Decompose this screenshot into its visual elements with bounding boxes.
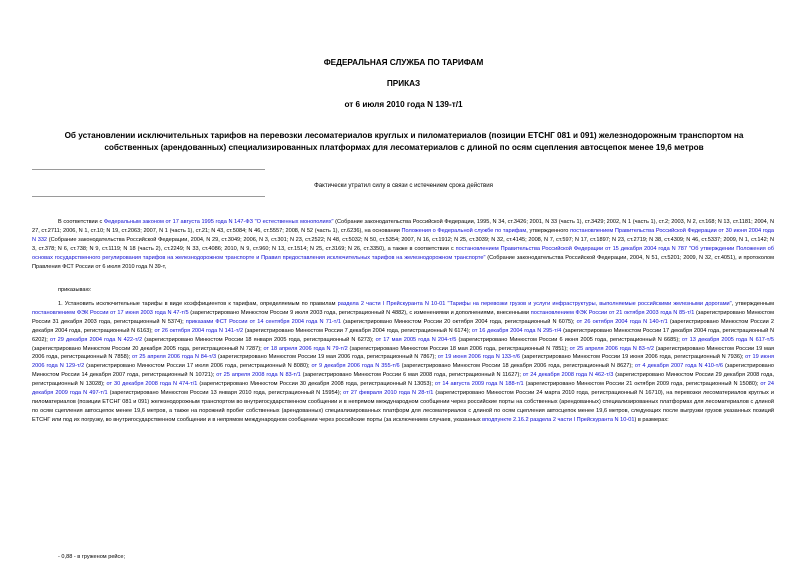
legal-reference-link[interactable]: от 25 апреля 2006 года N 83-т/2 xyxy=(569,345,654,352)
paragraph-text: (зарегистрировано Минюстом России 17 декабря 2004 года, регистрационный N 6202); xyxy=(32,327,775,343)
legal-reference-link[interactable]: от 24 декабря 2008 года N 462-т/3 xyxy=(522,372,614,379)
legal-reference-link[interactable]: от 14 августа 2009 года N 188-т/1 xyxy=(434,381,524,388)
divider-top xyxy=(32,169,265,170)
legal-reference-link[interactable]: постановлением Правительства Российской Федерации от 15 декабря 2004 года N 787 "Об утверждении Положения об основах государственного регулирования тарифов на железнодорожном транспорте и Правил предоставления исключительных тарифов на железнодорожном транспорте" xyxy=(32,245,774,261)
legal-reference-link[interactable]: от 24 декабря 2009 года N 497-т/1 xyxy=(32,381,775,397)
legal-reference-link[interactable]: от 26 октября 2004 года N 141-т/2 xyxy=(154,327,244,334)
paragraph-text: (зарегистрировано Минюстом России 19 мая 2006 года, регистрационный N 7867); xyxy=(216,354,438,361)
order-word: приказываю: xyxy=(58,287,92,293)
legal-reference-link[interactable]: от 19 июня 2006 года N 133-т/6 xyxy=(437,354,521,361)
legal-reference-link[interactable]: от 27 февраля 2010 года N 28-т/1 xyxy=(343,390,434,397)
paragraph-text: (Собрание законодательства Российской Федерации, 2004, N 51, ст.5201; 2009, N 32, ст.4051), и протоколом Правления ФСТ России от 6 июля 2010 года N 39-т, xyxy=(32,254,774,270)
legal-reference-link[interactable]: от 26 октября 2004 года N 140-т/1 xyxy=(576,318,668,325)
paragraph-text: В соответствии с xyxy=(58,219,104,225)
paragraph-text: 1. Установить исключительные тарифы в виде коэффициентов к тарифам, определяемым по правилам xyxy=(58,301,338,307)
legal-reference-link[interactable]: постановлением ФЭК России от 21 октября 2003 года N 85-т/1 xyxy=(530,309,695,316)
paragraph-text: , утвержденным xyxy=(731,301,774,307)
paragraph-text: (зарегистрировано Минюстом России 24 марта 2010 года, регистрационный N 16710), на перевозки лесоматериалов круглых и пиломатериалов (позиции ЕТСНГ 081 и 091) железнодорожным транспортом во внутригосударственном сообщении и в непрямом международном сообщении через российские порты на собственных (арендованных) специализированных платформах для лесоматериалов с длиной по осям сцепления автосцепок менее 19,6 метров, а также на порожний пробег собственных (арендованных) специализированных платформ для лесоматериалов с длиной по осям сцепления автосцепок менее 19,6 метров, следующих после выгрузки грузов указанных позиций ЕТСНГ или под их погрузку, во внутригосударственном сообщении и в непрямом международном сообщении через российские порты (за исключением случаев, указанных xyxy=(32,390,774,423)
legal-reference-link[interactable]: от 13 декабря 2005 года N 617-т/5 xyxy=(681,336,774,343)
paragraph-text: ) в размерах: xyxy=(634,416,669,423)
legal-reference-link[interactable]: от 25 апреля 2006 года N 84-т/3 xyxy=(131,354,217,361)
legal-reference-link[interactable]: вподпункте 2.16.2 раздела 2 части I Прейскуранта N 10-01 xyxy=(482,416,635,423)
legal-reference-link[interactable]: Федеральным законом от 17 августа 1995 года N 147-ФЗ "О естественных монополиях" xyxy=(103,219,334,225)
legal-reference-link[interactable]: от 29 декабря 2004 года N 422-т/2 xyxy=(50,336,143,343)
paragraph-text: (зарегистрировано Минюстом России 9 июля 2003 года, регистрационный N 4882), с изменениями и дополнениями, внесенными xyxy=(188,309,531,316)
legal-reference-link[interactable]: раздела 2 части I Прейскуранта N 10-01 "Тарифы на перевозки грузов и услуги инфраструктуры, выполняемые российскими железными дорогами" xyxy=(337,301,732,307)
legal-reference-link[interactable]: от 9 декабря 2006 года N 355-т/6 xyxy=(311,363,400,370)
legal-reference-link[interactable]: от 18 апреля 2006 года N 79-т/2 xyxy=(263,345,348,352)
date-number-heading: от 6 июля 2010 года N 139-т/1 xyxy=(344,100,463,109)
paragraph-text: (зарегистрировано Минюстом России 31 декабря 2003 года, регистрационный N 5374); xyxy=(32,309,774,325)
divider-bottom xyxy=(32,196,265,197)
legal-reference-link[interactable]: от 19 июня 2006 года N 129-т/2 xyxy=(32,354,774,370)
paragraph-text: (зарегистрировано Минюстом России 19 июня 2006 года, регистрационный N 7936); xyxy=(520,354,746,361)
doc-type-heading: ПРИКАЗ xyxy=(386,79,421,88)
paragraph-text: (зарегистрировано Минюстом России 21 октября 2009 года, регистрационный N 15080); xyxy=(523,381,761,388)
paragraph-text: , утвержденного xyxy=(526,227,571,234)
paragraph-text: (зарегистрировано Минюстом России 6 июня 2005 года, регистрационный N 6685); xyxy=(456,336,682,343)
paragraph-text: (зарегистрировано Минюстом России 30 декабря 2008 года, регистрационный N 13053); xyxy=(197,381,435,388)
legal-reference-link[interactable]: от 17 мая 2005 года N 204-т/5 xyxy=(375,336,457,343)
legal-reference-link[interactable]: от 25 апреля 2008 года N 83-т/1 xyxy=(216,372,301,379)
legal-reference-link[interactable]: от 30 декабря 2008 года N 474-т/1 xyxy=(106,381,198,388)
item-1-paragraph xyxy=(32,300,774,425)
legal-reference-link[interactable]: от 16 декабря 2004 года N 295-т/4 xyxy=(471,327,562,334)
legal-reference-link[interactable]: приказами ФСТ России от 14 сентября 2004 года N 71-т/1 xyxy=(185,318,342,325)
paragraph-text: (зарегистрировано Минюстом России 18 декабря 2006 года, регистрационный N 8627); xyxy=(399,363,635,370)
legal-reference-link[interactable]: постановлением Правительства Российской Федерации от 30 июня 2004 года N 332 xyxy=(32,227,774,243)
document-title: Об установлении исключительных тарифов на перевозки лесоматериалов круглых и пиломатериалов (позиции ЕТСНГ 081 и 091) железнодорожным транспортом на собственных (арендованных) специализированных платформах для лесоматериалов с длиной по осям сцепления автосцепок менее 19,6 метров xyxy=(64,131,744,152)
paragraph-text: (зарегистрировано Минюстом России 18 января 2005 года, регистрационный N 6273); xyxy=(142,336,376,343)
intro-paragraph xyxy=(32,218,774,271)
legal-reference-link[interactable]: постановлением ФЭК России от 17 июня 2003 года N 47-т/5 xyxy=(32,309,189,316)
paragraph-text: (зарегистрировано Минюстом России 20 октября 2004 года, регистрационный N 6075); xyxy=(341,318,577,325)
status-note: Фактически утратил силу в связи с истечением срока действия xyxy=(314,182,493,189)
paragraph-text: (зарегистрировано Минюстом России 13 января 2010 года, регистрационный N 15954); xyxy=(107,390,344,397)
paragraph-text: (зарегистрировано Минюстом России 14 декабря 2007 года, регистрационный N 10721); xyxy=(32,363,774,379)
paragraph-text: (зарегистрировано Минюстом России 20 декабря 2005 года, регистрационный N 7287); xyxy=(32,345,264,352)
paragraph-text: (Собрание законодательства Российской Федерации, 2004, N 29, ст.3049; 2006, N 3, ст.301; N 23, ст.2522; N 48, ст.5032; N 50, ст.5354; 2007, N 16, ст.1912; N 25, ст.3039; N 32, ст.4145; 2008, N 7, ст.597; N 17, ст.1897; N 23, ст.2719; N 38, ст.4309; N 46, ст.5337; 2009, N 1, ст.142; N 3, ст.378; N 6, ст.738; N 9, ст.1119; N 18 (часть 2), ст.2249; N 33, ст.4086; 2010, N 9, ст.960; N 13, ст.1514; N 25, ст.3169; N 26, ст.3350), а также в соответствии с xyxy=(32,236,774,252)
paragraph-text: (зарегистрировано Минюстом России 2 декабря 2004 года, регистрационный N 6163); xyxy=(32,318,774,334)
paragraph-text: (зарегистрировано Минюстом России 7 декабря 2004 года, регистрационный N 6174); xyxy=(243,327,472,334)
paragraph-text: (зарегистрировано Минюстом России 18 мая 2006 года, регистрационный N 7851); xyxy=(347,345,570,352)
paragraph-text: (зарегистрировано Минюстом России 29 декабря 2008 года, регистрационный N 13028); xyxy=(32,372,774,388)
paragraph-text: (зарегистрировано Минюстом России 6 мая 2008 года, регистрационный N 11627); xyxy=(300,372,523,379)
agency-heading: ФЕДЕРАЛЬНАЯ СЛУЖБА ПО ТАРИФАМ xyxy=(323,58,484,67)
legal-reference-link[interactable]: от 4 декабря 2007 года N 410-т/6 xyxy=(634,363,724,370)
paragraph-text: (Собрание законодательства Российской Федерации, 1995, N 34, ст.3426; 2001, N 33 (часть 1), ст.3429; 2002, N 1 (часть 1), ст.2; 2003, N 2, ст.168; N 13, ст.1181; 2004, N 27, ст.2711; 2006, N 1, ст.10; N 19, ст.2063; 2007, N 1 (часть 1), ст.21; N 43, ст.5084; N 46, ст.5557; 2008, N 52 (часть 1), ст.6236), на основании xyxy=(32,219,775,234)
laden-coefficient-item: - 0,88 - в груженом рейсе; xyxy=(58,554,126,560)
paragraph-text: (зарегистрировано Минюстом России 17 июля 2006 года, регистрационный N 8080); xyxy=(84,363,312,370)
paragraph-text: (зарегистрировано Минюстом России 19 мая 2006 года, регистрационный N 7858); xyxy=(32,345,774,361)
legal-reference-link[interactable]: Положения о Федеральной службе по тарифам xyxy=(401,227,527,234)
